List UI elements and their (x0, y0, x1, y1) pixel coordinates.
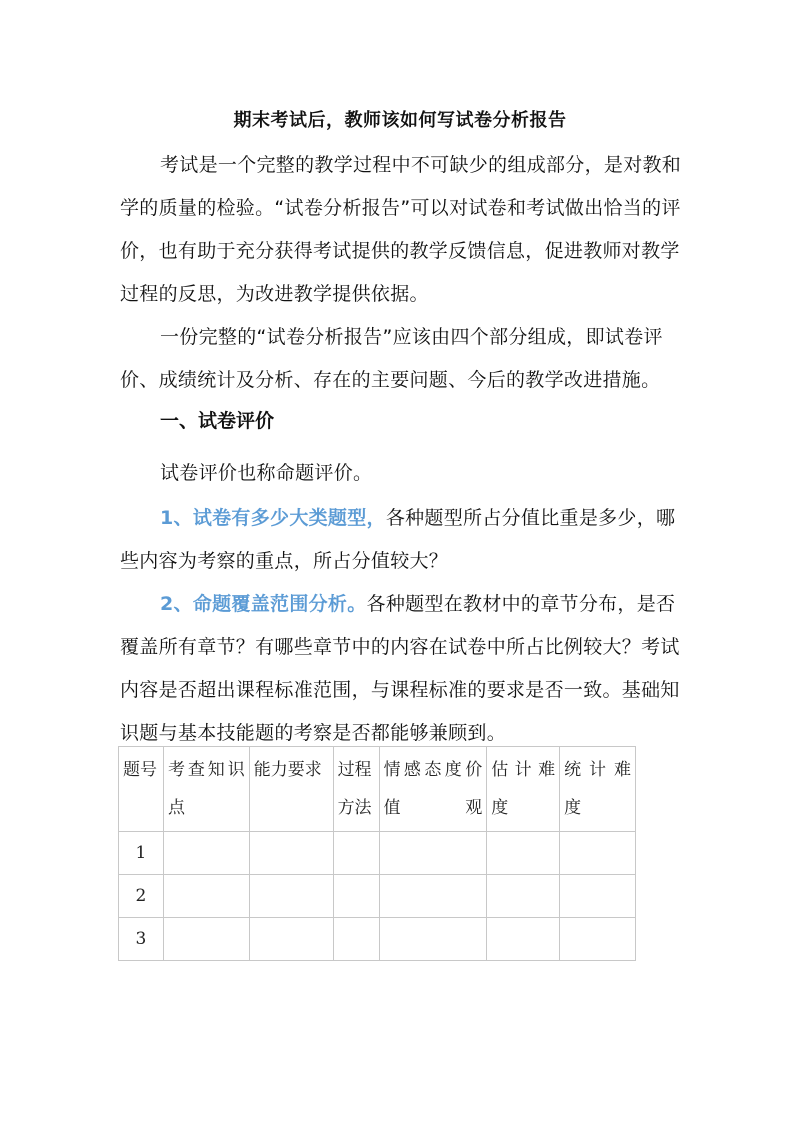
item-1-highlight: 1、试卷有多少大类题型， (160, 507, 386, 529)
table-row (119, 918, 636, 961)
section-item-1 (120, 497, 690, 583)
table-cell (560, 918, 636, 961)
table-cell (379, 832, 487, 875)
table-cell (249, 875, 333, 918)
table-cell (379, 918, 487, 961)
table-cell (163, 918, 249, 961)
header-cell: 过程方法 (333, 747, 379, 832)
table-cell (333, 832, 379, 875)
table-cell (249, 918, 333, 961)
intro-paragraph-1: 考试是一个完整的教学过程中不可缺少的组成部分，是对教和学的质量的检验。“试卷分析报告”可以对试卷和考试做出恰当的评价，也有助于充分获得考试提供的教学反馈信息，促进教师对教学过程的反思，为改进教学提供依据。 (120, 154, 682, 305)
header-cell: 能力要求 (249, 747, 333, 832)
table-cell (249, 832, 333, 875)
document-title: 期末考试后，教师该如何写试卷分析报告 (233, 110, 567, 131)
table-row (119, 875, 636, 918)
item-1-text: 各种题型所占分值比重是多少，哪些内容为考察的重点，所占分值较大？ (120, 507, 676, 572)
section-lead: 试卷评价也称命题评价。 (160, 462, 373, 484)
intro-paragraph-2: 一份完整的“试卷分析报告”应该由四个部分组成，即试卷评价、成绩统计及分析、存在的主要问题、今后的教学改进措施。 (120, 326, 663, 391)
header-cell: 估计难度 (487, 747, 560, 832)
table-cell (333, 875, 379, 918)
analysis-table (118, 746, 636, 961)
table-cell (560, 875, 636, 918)
header-cell: 情感态度价值观 (379, 747, 487, 832)
table-cell (379, 875, 487, 918)
section-heading: 一、试卷评价 (160, 410, 275, 432)
table-cell (333, 918, 379, 961)
section-item-2 (120, 583, 690, 755)
header-cell: 题号 (119, 747, 164, 832)
row-number-cell: 3 (119, 918, 164, 961)
table-cell (487, 832, 560, 875)
table-cell (163, 875, 249, 918)
row-number-cell: 2 (119, 875, 164, 918)
table-row (119, 832, 636, 875)
item-2-highlight: 2、命题覆盖范围分析。 (160, 593, 367, 615)
table-cell (487, 875, 560, 918)
row-number-cell: 1 (119, 832, 164, 875)
table-cell (163, 832, 249, 875)
table-cell (560, 832, 636, 875)
header-cell: 统计难度 (560, 747, 636, 832)
header-cell: 考查知识点 (163, 747, 249, 832)
table-header-row (119, 747, 636, 832)
table-cell (487, 918, 560, 961)
item-2-text: 各种题型在教材中的章节分布，是否覆盖所有章节？有哪些章节中的内容在试卷中所占比例较大？考试内容是否超出课程标准范围，与课程标准的要求是否一致。基础知识题与基本技能题的考察是否都能够兼顾到。 (120, 593, 680, 744)
